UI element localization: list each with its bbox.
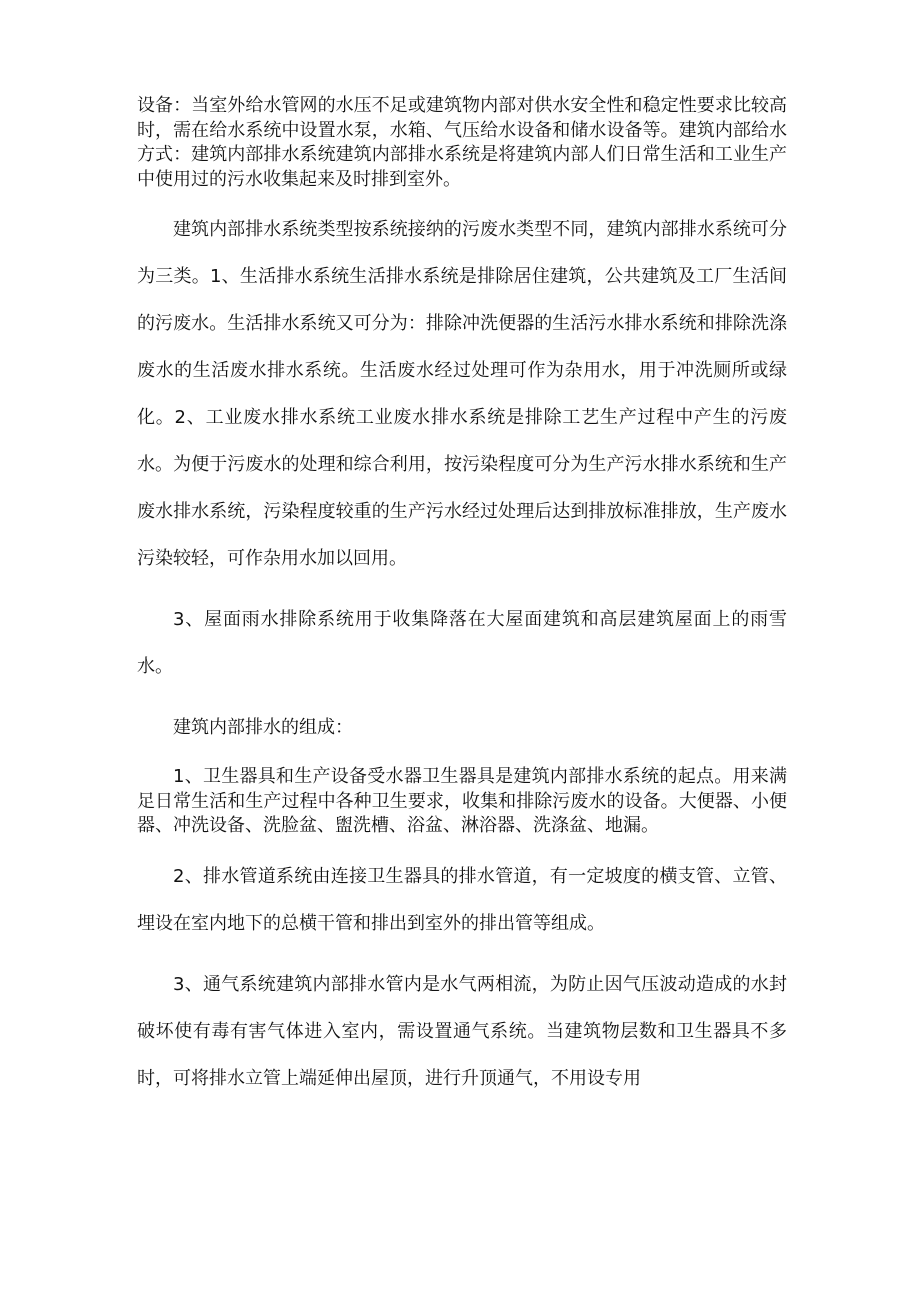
paragraph-drainage-pipe-system: 2、排水管道系统由连接卫生器具的排水管道，有一定坡度的横支管、立管、埋设在室内地下的总横干管和排出到室外的排出管等组成。: [137, 865, 787, 934]
paragraph-drainage-composition-heading: 建筑内部排水的组成：: [173, 717, 353, 738]
paragraph-water-supply-equipment: 设备：当室外给水管网的水压不足或建筑物内部对供水安全性和稳定性要求比较高时，需在给水系统中设置水泵，水箱、气压给水设备和储水设备等。建筑内部给水方式：建筑内部排水系统建筑内部排水系统是将建筑内部人们日常生活和工业生产中使用过的污水收集起来及时排到室外。: [137, 95, 787, 190]
paragraph-drainage-system-types: 建筑内部排水系统类型按系统接纳的污废水类型不同，建筑内部排水系统可分为三类。1、生活排水系统生活排水系统是排除居住建筑，公共建筑及工厂生活间的污废水。生活排水系统又可分为：排除冲洗便器的生活污水排水系统和排除洗涤废水的生活废水排水系统。生活废水经过处理可作为杂用水，用于冲洗厕所或绿化。2、工业废水排水系统工业废水排水系统是排除工艺生产过程中产生的污废水。为便于污废水的处理和综合利用，按污染程度可分为生产污水排水系统和生产废水排水系统，污染程度较重的生产污水经过处理后达到排放标准排放，生产废水污染较轻，可作杂用水加以回用。: [137, 219, 787, 569]
document-body: [137, 94, 787, 1102]
paragraph-roof-rainwater-system: 3、屋面雨水排除系统用于收集降落在大屋面建筑和高层建筑屋面上的雨雪水。: [137, 609, 787, 677]
paragraph-sanitary-fixtures: 1、卫生器具和生产设备受水器卫生器具是建筑内部排水系统的起点。用来满足日常生活和生产过程中各种卫生要求，收集和排除污废水的设备。大便器、小便器、冲洗设备、洗脸盆、盥洗槽、浴盆、淋浴器、洗涤盆、地漏。: [137, 766, 787, 836]
paragraph-ventilation-system: 3、通气系统建筑内部排水管内是水气两相流，为防止因气压波动造成的水封破坏使有毒有害气体进入室内，需设置通气系统。当建筑物层数和卫生器具不多时，可将排水立管上端延伸出屋顶，进行升顶通气，不用设专用: [137, 973, 787, 1089]
